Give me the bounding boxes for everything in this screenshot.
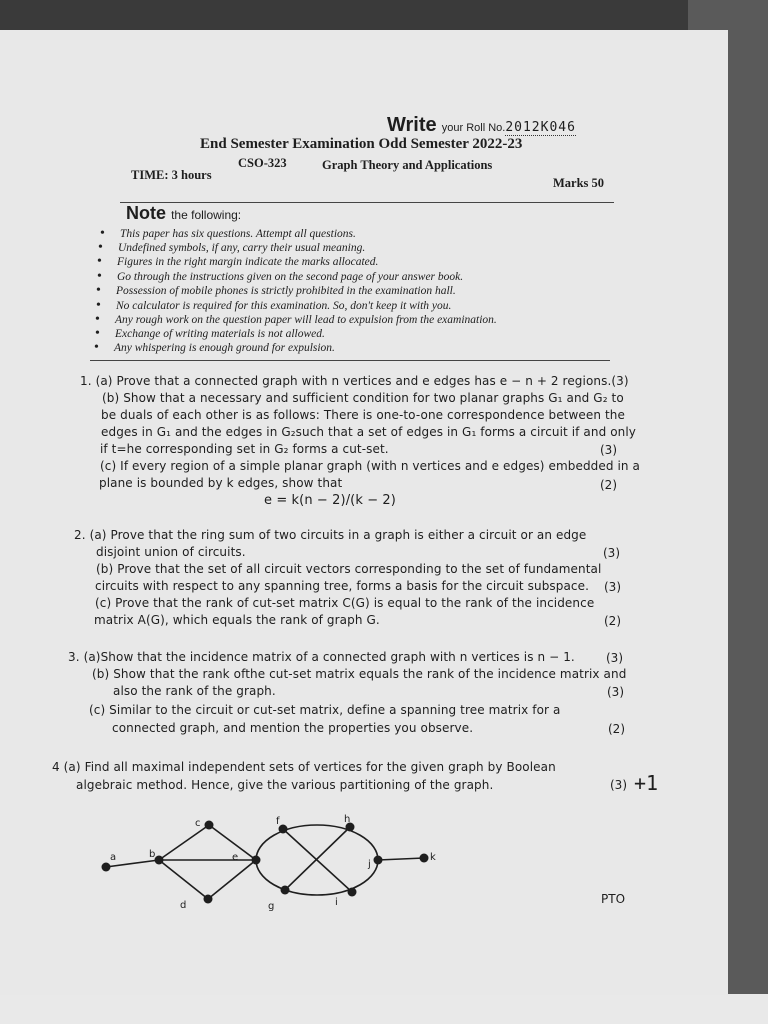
note-item: • Undefined symbols, if any, carry their usual meaning. <box>118 242 365 254</box>
vertex-i <box>348 888 357 897</box>
note-item: • No calculator is required for this examination. So, don't keep it with you. <box>116 300 451 312</box>
vertex-label-k: k <box>430 852 436 863</box>
note-rule <box>90 360 610 361</box>
vertex-label-h: h <box>344 814 351 825</box>
note-item: • Any whispering is enough ground for expulsion. <box>114 342 335 354</box>
vertex-j <box>374 856 383 865</box>
exam-time: TIME: 3 hours <box>131 168 212 182</box>
vertex-label-j: j <box>368 859 371 870</box>
vertex-label-c: c <box>195 818 201 829</box>
vertex-k <box>420 854 429 863</box>
q2-line: (c) Prove that the rank of cut-set matrix C(G) is equal to the rank of the incidence <box>95 596 595 610</box>
q4-line: algebraic method. Hence, give the various partitioning of the graph. <box>76 778 494 792</box>
q1-line: be duals of each other is as follows: There is one-to-one correspondence between the <box>101 408 625 422</box>
q3-line: also the rank of the graph. <box>113 684 276 698</box>
q1-marks: (3) <box>600 443 617 457</box>
q1-line: plane is bounded by k edges, show that <box>99 476 343 490</box>
vertex-label-a: a <box>110 852 117 863</box>
q3-marks: (2) <box>608 722 625 736</box>
note-item: • This paper has six questions. Attempt all questions. <box>120 228 356 240</box>
q2-line: circuits with respect to any spanning tree, forms a basis for the circuit subspace. <box>95 579 590 593</box>
course-code: CSO-323 <box>238 156 287 170</box>
q1-line: 1. (a) Prove that a connected graph with n vertices and e edges has e − n + 2 regions.(3) <box>80 374 629 388</box>
write-label: Write <box>387 114 437 136</box>
note-item: • Possession of mobile phones is strictly prohibited in the examination hall. <box>116 285 456 297</box>
q1-line: (c) If every region of a simple planar graph (with n vertices and e edges) embedded in a <box>100 459 641 473</box>
note-item: • Any rough work on the question paper will lead to expulsion from the examination. <box>115 314 497 326</box>
vertex-g <box>281 886 290 895</box>
q2-marks: (3) <box>604 580 621 594</box>
background-bottom <box>0 994 768 1024</box>
q2-marks: (2) <box>604 614 621 628</box>
edge-b-d <box>159 860 208 899</box>
vertex-label-d: d <box>180 900 187 911</box>
q3-line: connected graph, and mention the properties you observe. <box>112 721 474 735</box>
vertex-e <box>252 856 261 865</box>
vertex-f <box>279 825 288 834</box>
note-item: • Figures in the right margin indicate the marks allocated. <box>117 256 378 268</box>
q2-marks: (3) <box>603 546 620 560</box>
q3-line: (b) Show that the rank ofthe cut-set matrix equals the rank of the incidence matrix and <box>92 667 627 681</box>
vertex-d <box>204 895 213 904</box>
q3-line: 3. (a)Show that the incidence matrix of a connected graph with n vertices is n − 1. <box>68 650 575 664</box>
q4-line: 4 (a) Find all maximal independent sets of vertices for the given graph by Boolean <box>52 760 556 774</box>
q1-line: (b) Show that a necessary and sufficient condition for two planar graphs G₁ and G₂ to <box>102 391 624 405</box>
vertex-label-e: e <box>232 852 239 863</box>
course-name: Graph Theory and Applications <box>322 158 493 172</box>
handwritten-annotation: +1 <box>634 771 659 795</box>
edge-d-e <box>208 860 256 899</box>
q2-line: 2. (a) Prove that the ring sum of two circuits in a graph is either a circuit or an edge <box>74 528 587 542</box>
vertex-a <box>102 863 111 872</box>
q1-formula: e = k(n − 2)/(k − 2) <box>264 493 396 508</box>
vertex-label-b: b <box>149 849 156 860</box>
q3-line: (c) Similar to the circuit or cut-set matrix, define a spanning tree matrix for a <box>89 703 561 717</box>
vertex-label-i: i <box>335 897 338 908</box>
q2-line: matrix A(G), which equals the rank of graph G. <box>94 613 380 627</box>
roll-number: 2012K046 <box>505 120 576 135</box>
roll-label: your Roll No. <box>441 122 506 134</box>
q4-marks: (3) <box>610 778 627 792</box>
vertex-label-f: f <box>276 816 280 827</box>
note-item: • Go through the instructions given on the second page of your answer book. <box>117 271 463 283</box>
note-item: • Exchange of writing materials is not allowed. <box>115 328 325 340</box>
vertex-c <box>205 821 214 830</box>
q3-marks: (3) <box>606 651 623 665</box>
note-title: Note <box>126 203 166 223</box>
vertex-label-g: g <box>268 901 275 912</box>
q1-line: if t=he corresponding set in G₂ forms a cut-set. <box>100 442 389 456</box>
roll-line <box>387 114 576 137</box>
q3-marks: (3) <box>607 685 624 699</box>
exam-paper <box>0 30 728 995</box>
q2-line: (b) Prove that the set of all circuit vectors corresponding to the set of fundamental <box>96 562 602 576</box>
vertex-b <box>155 856 164 865</box>
note-heading <box>126 203 241 224</box>
q2-line: disjoint union of circuits. <box>96 545 246 559</box>
note-subtitle: the following: <box>171 208 242 222</box>
question-graph <box>90 805 450 915</box>
q1-marks: (2) <box>600 478 617 492</box>
edge-j-k <box>378 858 424 860</box>
pto-label: PTO <box>601 892 626 906</box>
exam-title: End Semester Examination Odd Semester 2022-23 <box>200 136 523 152</box>
exam-marks: Marks 50 <box>553 176 605 190</box>
edge-b-c <box>159 825 209 860</box>
q1-line: edges in G₁ and the edges in G₂such that a set of edges in G₁ forms a circuit if and only <box>101 425 636 439</box>
